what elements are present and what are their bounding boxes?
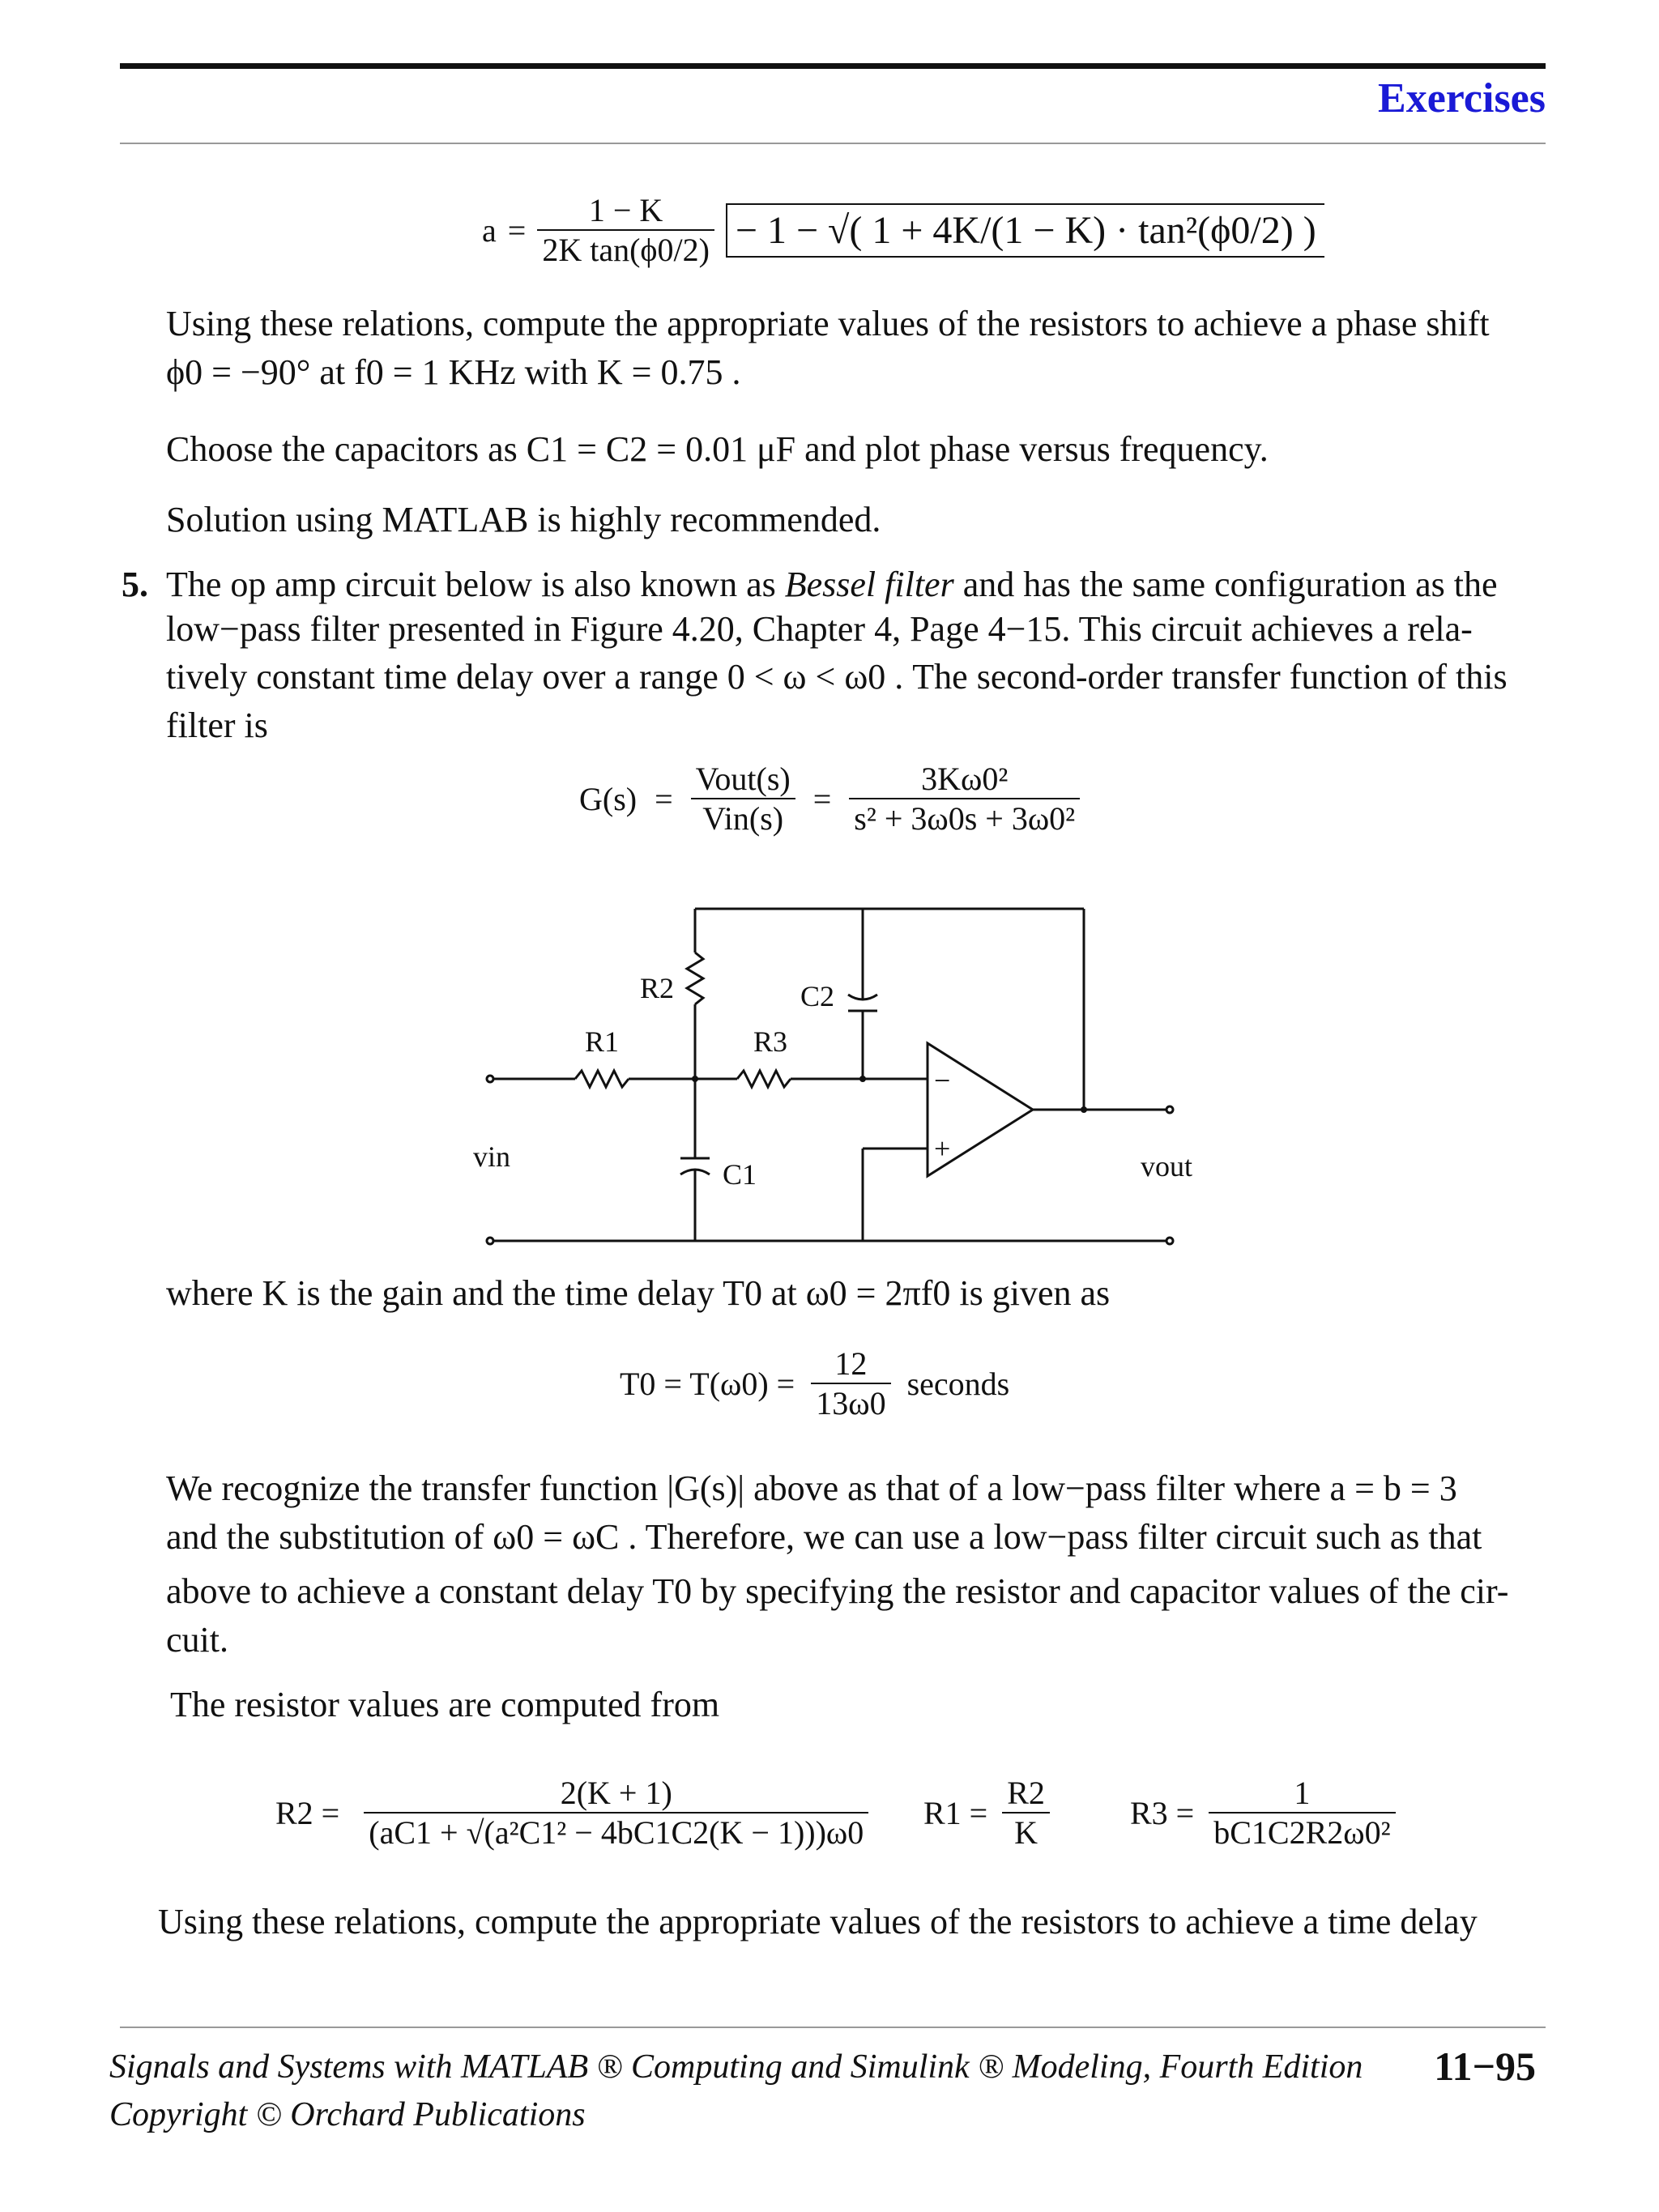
label-vin: vin bbox=[473, 1140, 511, 1173]
problem5-line-1-b: and has the same configuration as the bbox=[953, 565, 1498, 604]
label-vout: vout bbox=[1141, 1150, 1193, 1183]
equation-r2 bbox=[275, 1774, 868, 1852]
eq-r3-fraction bbox=[1209, 1774, 1395, 1852]
eq-g-mid-fraction bbox=[691, 760, 795, 837]
eq-r2-den: (aC1 + √(a²C1² − 4bC1C2(K − 1)))ω0 bbox=[369, 1814, 864, 1851]
eq-g-lhs: G(s) bbox=[579, 780, 638, 817]
section-title: Exercises bbox=[1378, 75, 1546, 121]
intro-line-2: ϕ0 = −90° at f0 = 1 KHz with K = 0.75 . bbox=[166, 352, 741, 392]
bessel-filter-circuit bbox=[454, 891, 1215, 1280]
eq-a-num: 1 − K bbox=[588, 192, 663, 228]
recognize-line-2: and the substitution of ω0 = ωC . Therefore, we can use a low−pass filter circuit such as that bbox=[166, 1517, 1482, 1557]
equation-time-delay bbox=[620, 1345, 1009, 1422]
problem5-line-1 bbox=[166, 560, 1498, 608]
page-number: 11−95 bbox=[1434, 2044, 1536, 2089]
recognize-line-1: We recognize the transfer function |G(s)| above as that of a low−pass filter where a = b = 3 bbox=[166, 1468, 1457, 1508]
eq-r3-den: bC1C2R2ω0² bbox=[1213, 1814, 1391, 1851]
eq-t-unit: seconds bbox=[906, 1365, 1010, 1402]
label-r3: R3 bbox=[753, 1025, 788, 1058]
eq-r2-num: 2(K + 1) bbox=[560, 1775, 672, 1811]
recognize-line-3: above to achieve a constant delay T0 by specifying the resistor and capacitor values of the cir- bbox=[166, 1571, 1509, 1611]
eq-a-lhs: a bbox=[482, 211, 497, 249]
delay-text: where K is the gain and the time delay T0 at ω0 = 2πf0 is given as bbox=[166, 1273, 1111, 1313]
eq-g-rhs-fraction bbox=[849, 760, 1080, 837]
eq-r1-lhs: R1 = bbox=[923, 1794, 988, 1831]
footer-copyright: Copyright © Orchard Publications bbox=[109, 2096, 586, 2133]
eq-a-den: 2K tan(ϕ0/2) bbox=[542, 232, 710, 268]
vout-terminal-bottom bbox=[1166, 1238, 1173, 1244]
eq-g-mid-den: Vin(s) bbox=[702, 800, 784, 837]
final-line: Using these relations, compute the appropriate values of the resistors to achieve a time delay bbox=[158, 1902, 1478, 1941]
label-c2: C2 bbox=[800, 980, 835, 1012]
eq-t-lhs: T0 = T(ω0) = bbox=[620, 1365, 795, 1402]
eq-g-rhs-num: 3Kω0² bbox=[921, 761, 1009, 797]
eq-r2-fraction bbox=[364, 1774, 868, 1852]
eq-r1-fraction bbox=[1002, 1774, 1050, 1852]
intro-line-3: Choose the capacitors as C1 = C2 = 0.01 μF and plot phase versus frequency. bbox=[166, 429, 1269, 469]
label-op-amp-plus: + bbox=[934, 1132, 951, 1165]
footer-book-title: Signals and Systems with MATLAB ® Computing and Simulink ® Modeling, Fourth Edition bbox=[109, 2048, 1363, 2086]
junction-output bbox=[1081, 1106, 1087, 1113]
eq-g-equals-1: = bbox=[655, 780, 673, 817]
resistor-r3 bbox=[737, 1071, 791, 1087]
eq-a-fraction bbox=[537, 191, 714, 269]
label-r1: R1 bbox=[585, 1025, 620, 1058]
vin-terminal-top bbox=[487, 1076, 493, 1082]
eq-t-den: 13ω0 bbox=[816, 1385, 886, 1421]
eq-t-num: 12 bbox=[834, 1345, 868, 1382]
label-r2: R2 bbox=[640, 972, 675, 1004]
equation-a bbox=[482, 191, 1324, 269]
problem-number: 5. bbox=[122, 565, 148, 604]
equation-r1 bbox=[923, 1774, 1050, 1852]
junction-node-b bbox=[859, 1076, 866, 1082]
eq-g-equals-2: = bbox=[812, 780, 832, 817]
eq-g-mid-num: Vout(s) bbox=[695, 761, 791, 797]
problem5-line-1-emphasis: Bessel filter bbox=[784, 565, 954, 604]
intro-line-1: Using these relations, compute the appropriate values of the resistors to achieve a phase shift bbox=[166, 304, 1490, 343]
eq-r2-lhs: R2 = bbox=[275, 1794, 340, 1831]
resistor-intro: The resistor values are computed from bbox=[170, 1685, 720, 1724]
vin-terminal-bottom bbox=[487, 1238, 493, 1244]
problem5-line-2: low−pass filter presented in Figure 4.20, Chapter 4, Page 4−15. This circuit achieves a rela- bbox=[166, 609, 1473, 649]
eq-r1-num: R2 bbox=[1007, 1775, 1045, 1811]
intro-line-4: Solution using MATLAB is highly recommended. bbox=[166, 500, 881, 539]
eq-r3-num: 1 bbox=[1294, 1775, 1311, 1811]
equation-r3 bbox=[1130, 1774, 1396, 1852]
footer-divider bbox=[120, 2027, 1546, 2028]
header-top-rule bbox=[120, 63, 1546, 69]
resistor-r1 bbox=[575, 1071, 629, 1087]
eq-g-rhs-den: s² + 3ω0s + 3ω0² bbox=[854, 800, 1076, 837]
resistor-r2 bbox=[687, 953, 703, 1004]
problem5-line-1-a: The op amp circuit below is also known as bbox=[166, 565, 785, 604]
label-c1: C1 bbox=[723, 1158, 757, 1191]
problem5-line-3: tively constant time delay over a range 0 < ω < ω0 . The second-order transfer function of this bbox=[166, 657, 1508, 697]
problem5-line-4: filter is bbox=[166, 705, 268, 745]
vout-terminal-top bbox=[1166, 1106, 1173, 1113]
label-op-amp-minus: − bbox=[934, 1064, 951, 1097]
eq-a-equals: = bbox=[507, 211, 527, 249]
eq-r3-lhs: R3 = bbox=[1130, 1794, 1195, 1831]
eq-r1-den: K bbox=[1014, 1814, 1038, 1851]
eq-t-fraction bbox=[811, 1345, 890, 1422]
equation-transfer-function bbox=[579, 760, 1080, 837]
eq-a-bracket: − 1 − √( 1 + 4K/(1 − K) · tan²(ϕ0/2) ) bbox=[726, 203, 1324, 258]
recognize-line-4: cuit. bbox=[166, 1620, 228, 1660]
header-divider bbox=[120, 143, 1546, 144]
junction-node-a bbox=[692, 1076, 698, 1082]
